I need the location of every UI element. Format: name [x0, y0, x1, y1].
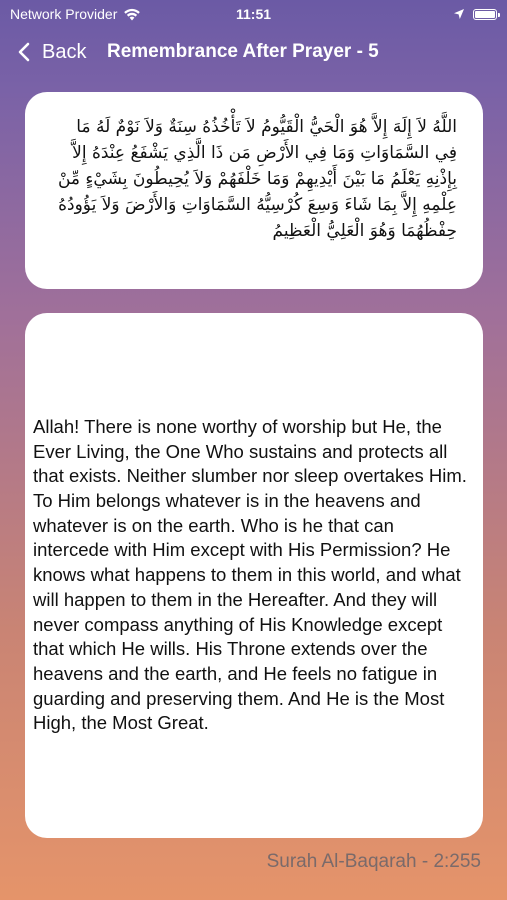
battery-icon [473, 9, 497, 20]
navigation-bar [0, 28, 507, 76]
status-time: 11:51 [235, 6, 272, 22]
page-title: Remembrance After Prayer - 5 [107, 41, 379, 62]
back-label: Back [42, 40, 87, 63]
translation-text: Allah! There is none worthy of worship but He, the Ever Living, the One Who sustains and protects all that exists. Neither slumber nor sleep overtakes Him. To Him belongs whatever is in the heavens and whatever is on the earth. Who is he that can intercede with Him except with His Permission? He knows what happens to them in this world, and what will happen to them in the Hereafter. And they will never compass anything of His Knowledge except that which He wills. His Throne extends over the heavens and the earth, and He feels no fatigue in guarding and preserving them. And He is the Most High, the Most Great. [33, 415, 467, 734]
status-bar [0, 0, 507, 28]
status-left [10, 6, 141, 22]
back-button[interactable] [0, 41, 86, 64]
back-chevron-icon [14, 41, 36, 63]
carrier-label: Network Provider [10, 6, 118, 22]
location-arrow-icon [453, 8, 465, 20]
surah-reference: Surah Al-Baqarah - 2:255 [266, 851, 481, 872]
arabic-text: اللَّهُ لاَ إِلَهَ إِلاَّ هُوَ الْحَيُّ الْقَيُّومُ لاَ تَأْخُذُهُ سِنَةٌ وَلاَ نَوْمٌ لَهُ مَا فِي السَّمَاوَاتِ وَمَا فِي الأَرْضِ مَن ذَا الَّذِي يَشْفَعُ عِنْدَهُ إِلاَّ بِإِذْنِهِ يَعْلَمُ مَا بَيْنَ أَيْدِيهِمْ وَمَا خَلْفَهُمْ وَلاَ يُحِيطُونَ بِشَيْءٍ مِّنْ عِلْمِهِ إِلاَّ بِمَا شَاءَ وَسِعَ كُرْسِيُّهُ السَّمَاوَاتِ وَالأَرْضَ وَلاَ يَؤُودُهُ حِفْظُهُمَا وَهُوَ الْعَلِيُّ الْعَظِيمُ [57, 117, 457, 241]
wifi-icon [123, 8, 141, 21]
status-right [453, 8, 497, 20]
arabic-card [25, 92, 483, 289]
translation-card [25, 313, 483, 838]
